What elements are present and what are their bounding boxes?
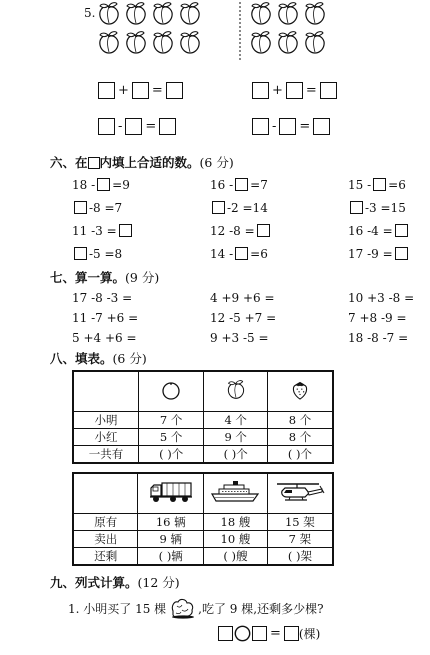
answer-box[interactable] <box>257 224 270 237</box>
section-7-title: 七、算一算。(9 分) <box>50 270 160 285</box>
table-cell: 16 辆 <box>138 513 204 530</box>
fill-exercise: 12 -8 = <box>210 224 272 238</box>
table-row <box>73 513 333 530</box>
orange-icon <box>161 380 181 400</box>
answer-box[interactable] <box>132 82 149 99</box>
answer-box[interactable] <box>98 118 115 135</box>
table-cell: 18 艘 <box>204 513 268 530</box>
table-row <box>73 547 333 565</box>
answer-box[interactable] <box>218 626 233 641</box>
row-label: 还剩 <box>73 547 138 565</box>
box-icon <box>88 157 100 169</box>
row-label: 卖出 <box>73 530 138 547</box>
answer-box[interactable] <box>279 118 296 135</box>
calc-exercise: 12 -5 +7 = <box>210 311 277 325</box>
p5-eq-right-2: - = <box>252 118 330 135</box>
answer-box[interactable] <box>212 201 225 214</box>
fruit-table <box>72 370 334 464</box>
ship-icon <box>210 480 260 504</box>
answer-box[interactable] <box>125 118 142 135</box>
answer-box[interactable] <box>119 224 132 237</box>
table-cell: 4 个 <box>204 411 268 428</box>
table-cell: 15 架 <box>267 513 333 530</box>
fill-exercise: 11 -3 = <box>72 224 134 238</box>
fill-exercise: 17 -9 = <box>348 247 410 261</box>
p5-eq-right-1: + = <box>252 82 337 99</box>
section-8-title: 八、填表。(6 分) <box>50 351 147 366</box>
answer-box[interactable] <box>252 118 269 135</box>
answer-box[interactable] <box>235 178 248 191</box>
fill-exercise: 16 - =7 <box>210 178 268 192</box>
answer-box[interactable] <box>252 82 269 99</box>
table-row <box>73 411 333 428</box>
fill-exercise: -2 =14 <box>210 201 268 215</box>
answer-box[interactable] <box>166 82 183 99</box>
table-cell: 9 个 <box>204 428 268 445</box>
answer-box[interactable] <box>74 247 87 260</box>
answer-box[interactable] <box>159 118 176 135</box>
answer-box[interactable] <box>252 626 267 641</box>
fill-exercise: 15 - =6 <box>348 178 406 192</box>
table-cell: 8 个 <box>267 411 333 428</box>
table-cell: 5 个 <box>138 428 204 445</box>
table-row <box>73 530 333 547</box>
fill-exercise: 14 - =6 <box>210 247 268 261</box>
answer-box[interactable] <box>320 82 337 99</box>
row-label: 一共有 <box>73 445 138 463</box>
table-cell: 9 辆 <box>138 530 204 547</box>
p5-eq-left-2: - = <box>98 118 176 135</box>
answer-box[interactable] <box>97 178 110 191</box>
peach-icon <box>226 380 246 400</box>
calc-exercise: 9 +3 -5 = <box>210 331 269 345</box>
fill-exercise: 16 -4 = <box>348 224 410 238</box>
calc-exercise: 5 +4 +6 = <box>72 331 137 345</box>
row-label: 小红 <box>73 428 138 445</box>
fill-exercise: -8 =7 <box>72 201 122 215</box>
calc-exercise: 17 -8 -3 = <box>72 291 133 305</box>
question-1: 1. 小明买了 15 棵 ,吃了 9 棵,还剩多少棵? <box>68 597 324 619</box>
table-cell[interactable]: ( )个 <box>204 445 268 463</box>
vehicle-table <box>72 472 334 566</box>
row-label: 原有 <box>73 513 138 530</box>
problem-5-number: 5. <box>84 6 96 20</box>
helicopter-icon <box>275 480 325 504</box>
table-cell[interactable]: ( )个 <box>138 445 204 463</box>
operator-circle-icon <box>234 625 251 642</box>
table-row <box>73 428 333 445</box>
answer-box[interactable] <box>284 626 299 641</box>
fill-exercise: -3 =15 <box>348 201 406 215</box>
answer-box[interactable] <box>395 247 408 260</box>
table-cell[interactable]: ( )个 <box>267 445 333 463</box>
section-6-title: 六、在 内填上合适的数。(6 分) <box>50 155 234 170</box>
answer-box[interactable] <box>350 201 363 214</box>
vegetable-icon <box>167 597 197 619</box>
answer-box[interactable] <box>395 224 408 237</box>
table-row <box>73 445 333 463</box>
table-cell: 8 个 <box>267 428 333 445</box>
calc-exercise: 4 +9 +6 = <box>210 291 275 305</box>
fill-exercise: -5 =8 <box>72 247 122 261</box>
row-label: 小明 <box>73 411 138 428</box>
answer-box[interactable] <box>373 178 386 191</box>
calc-exercise: 18 -8 -7 = <box>348 331 409 345</box>
answer-box[interactable] <box>286 82 303 99</box>
answer-box[interactable] <box>235 247 248 260</box>
strawberry-icon <box>290 380 310 400</box>
truck-icon <box>149 480 193 504</box>
table-cell: 7 架 <box>267 530 333 547</box>
p5-eq-left-1: + = <box>98 82 183 99</box>
calc-exercise: 10 +3 -8 = <box>348 291 415 305</box>
table-cell[interactable]: ( )艘 <box>204 547 268 565</box>
answer-box[interactable] <box>313 118 330 135</box>
table-cell: 10 艘 <box>204 530 268 547</box>
peach-group <box>94 0 344 70</box>
table-cell[interactable]: ( )架 <box>267 547 333 565</box>
calc-exercise: 7 +8 -9 = <box>348 311 407 325</box>
answer-box[interactable] <box>98 82 115 99</box>
question-1-answer: = (棵) <box>218 625 320 642</box>
answer-box[interactable] <box>74 201 87 214</box>
section-9-title: 九、列式计算。(12 分) <box>50 575 180 590</box>
table-cell: 7 个 <box>138 411 204 428</box>
table-cell[interactable]: ( )辆 <box>138 547 204 565</box>
calc-exercise: 11 -7 +6 = <box>72 311 139 325</box>
fill-exercise: 18 - =9 <box>72 178 130 192</box>
